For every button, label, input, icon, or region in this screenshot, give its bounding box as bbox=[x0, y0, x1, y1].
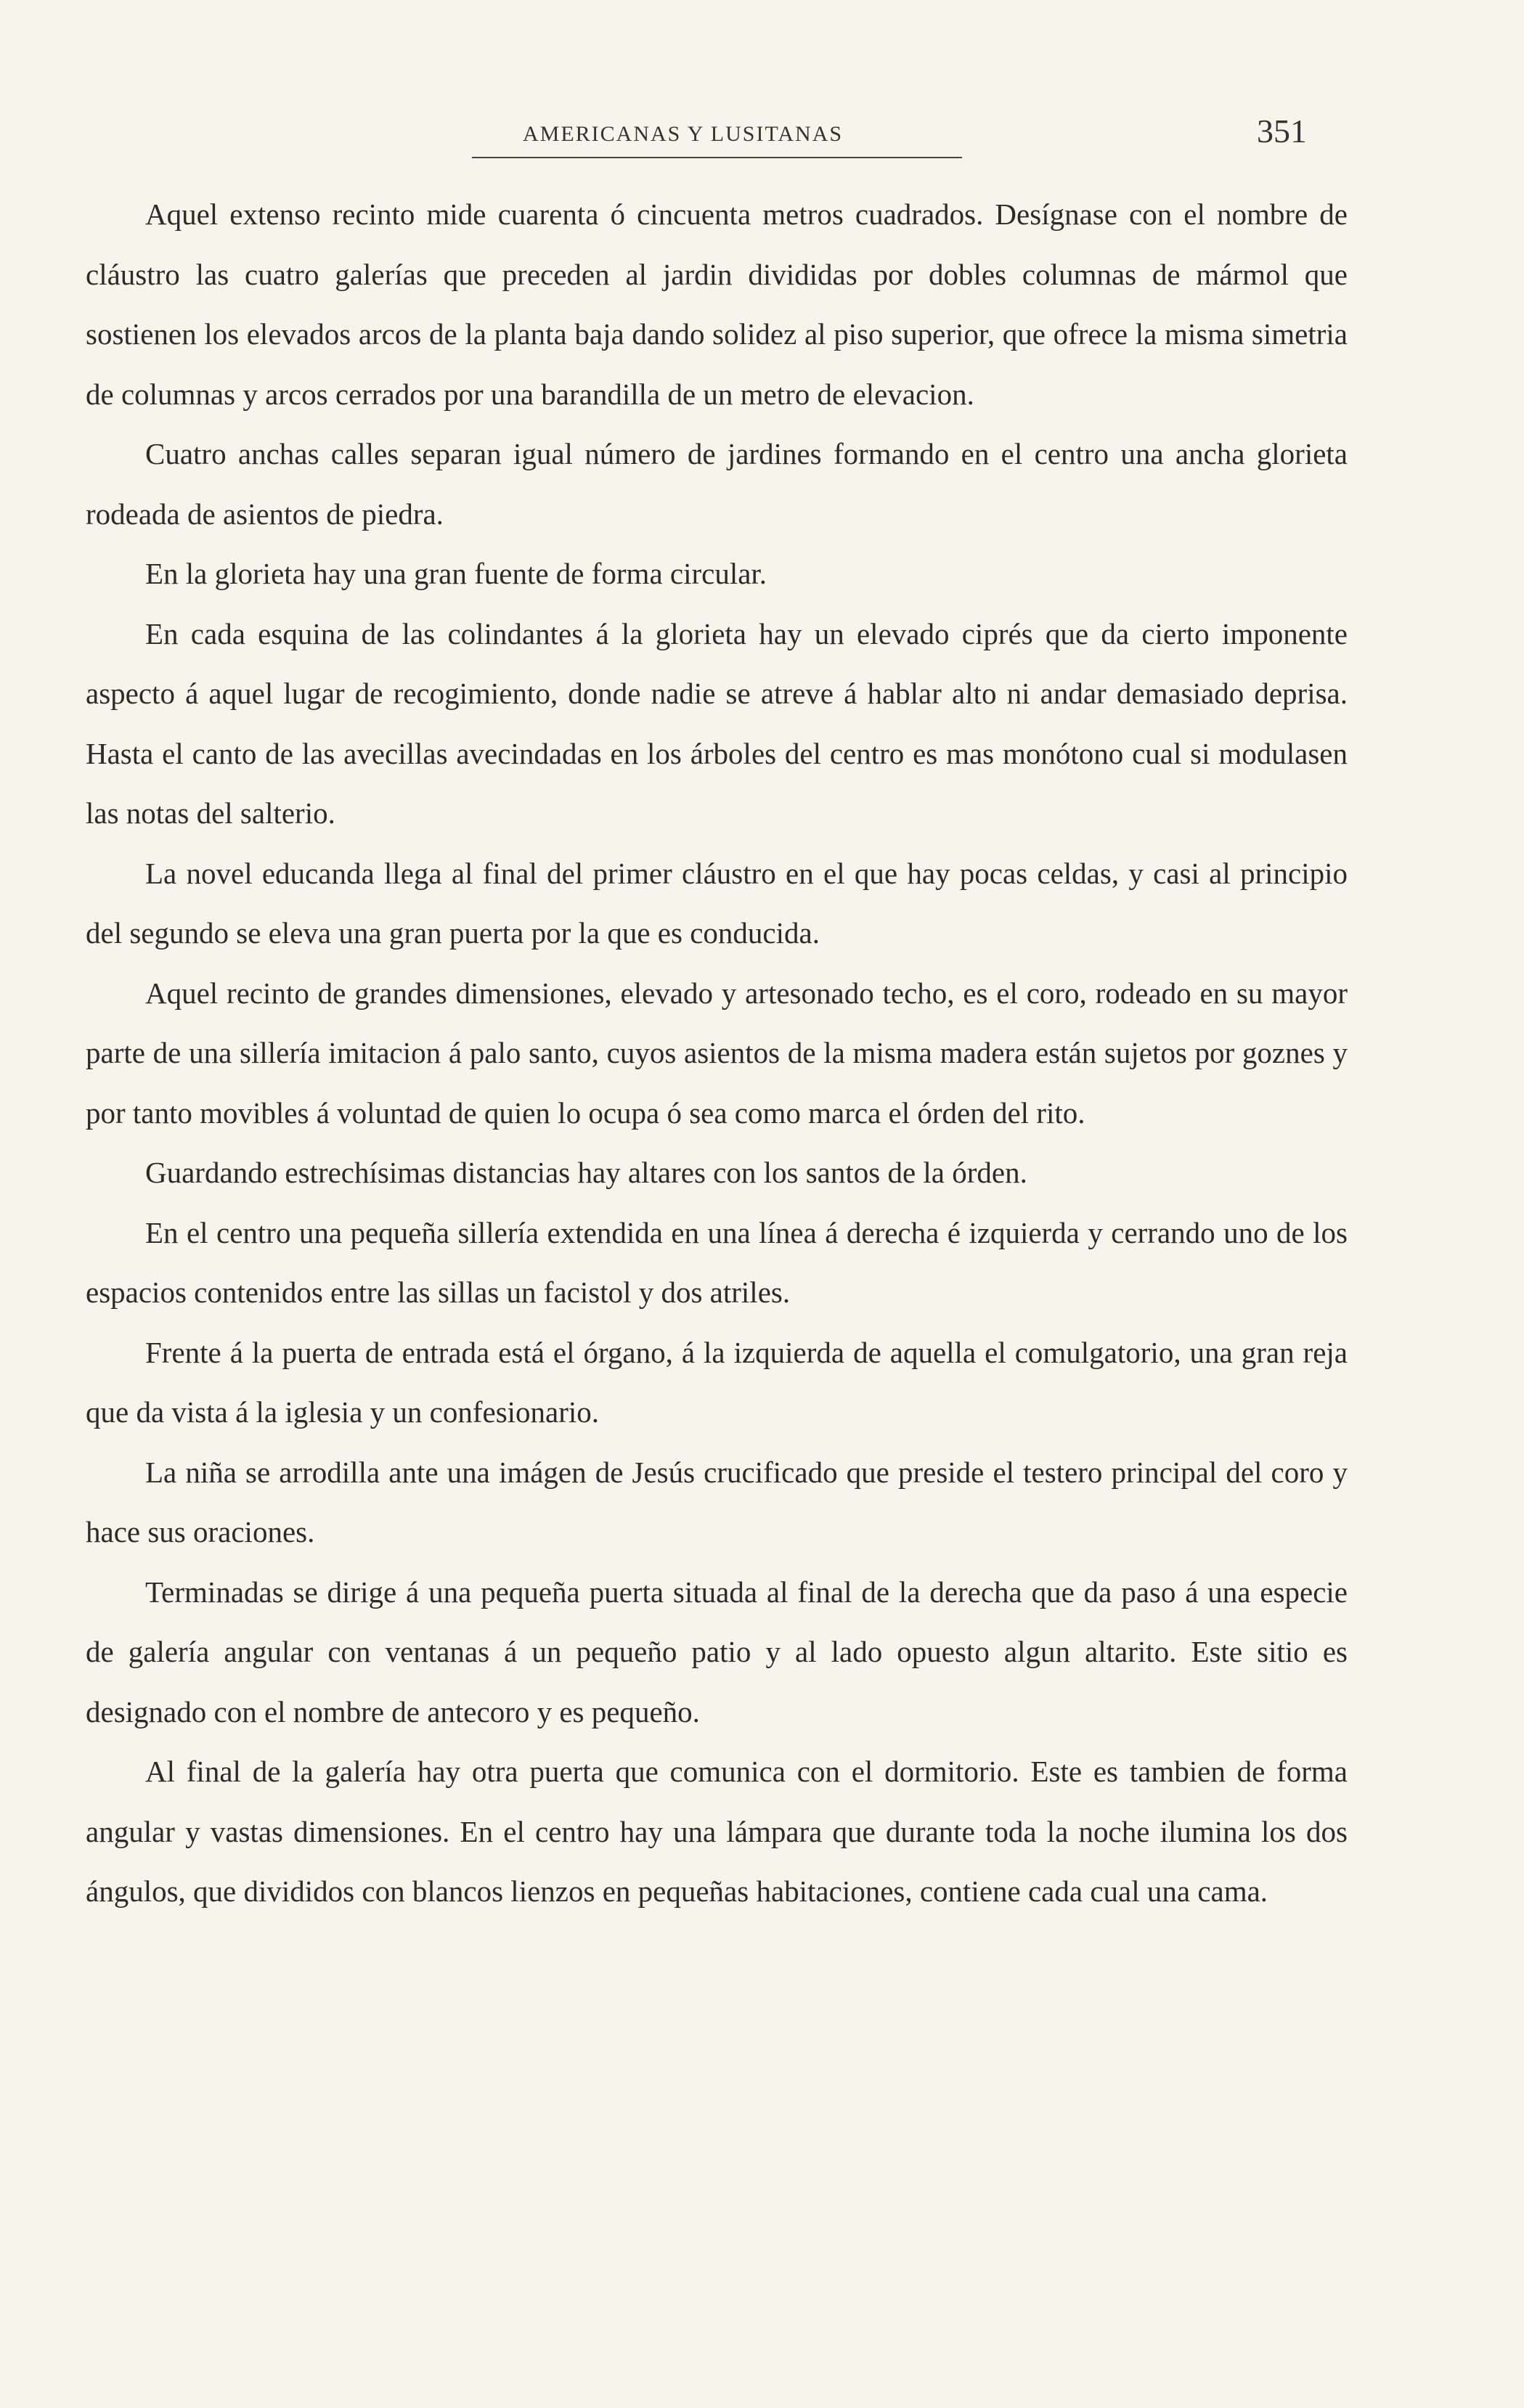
page-header bbox=[472, 107, 1307, 158]
paragraph: En cada esquina de las colindantes á la glorieta hay un elevado ciprés que da cierto imponente aspecto á aquel lugar de recogimiento, donde nadie se atreve á hablar alto ni andar demasiado deprisa. Hasta el canto de las avecillas avecindadas en los árboles del centro es mas monótono cual si modulasen las notas del salterio. bbox=[86, 616, 1348, 830]
paragraph: Aquel recinto de grandes dimensiones, elevado y artesonado techo, es el coro, rodeado en su mayor parte de una sillería imitacion á palo santo, cuyos asientos de la misma madera están sujetos por goznes y por tanto movibles á voluntad de quien lo ocupa ó sea como marca el órden del rito. bbox=[86, 976, 1348, 1130]
paragraph: Cuatro anchas calles separan igual número de jardines formando en el centro una ancha glorieta rodeada de asientos de piedra. bbox=[86, 437, 1348, 531]
paragraph: Terminadas se dirige á una pequeña puerta situada al final de la derecha que da paso á una especie de galería angular con ventanas á un pequeño patio y al lado opuesto algun altarito. Este sitio es designado con el nombre de antecoro y es pequeño. bbox=[86, 1575, 1348, 1729]
paragraph: La novel educanda llega al final del primer cláustro en el que hay pocas celdas, y casi al principio del segundo se eleva una gran puerta por la que es conducida. bbox=[86, 856, 1348, 950]
paragraph: Frente á la puerta de entrada está el órgano, á la izquierda de aquella el comulgatorio, una gran reja que da vista á la iglesia y un confesionario. bbox=[86, 1335, 1348, 1429]
paragraph: Aquel extenso recinto mide cuarenta ó cincuenta metros cuadrados. Desígnase con el nombre de cláustro las cuatro galerías que preceden al jardin divididas por dobles columnas de mármol que sostienen los elevados arcos de la planta baja dando solidez al piso superior, que ofrece la misma simetria de columnas y arcos cerrados por una barandilla de un metro de elevacion. bbox=[86, 197, 1348, 411]
paragraph: Al final de la galería hay otra puerta que comunica con el dormitorio. Este es tambien de forma angular y vastas dimensiones. En el centro hay una lámpara que durante toda la noche ilumina los dos ángulos, que divididos con blancos lienzos en pequeñas habitaciones, contiene cada cual una cama. bbox=[86, 1755, 1348, 1908]
paragraph: Guardando estrechísimas distancias hay altares con los santos de la órden. bbox=[145, 1156, 1027, 1189]
paragraph: En la glorieta hay una gran fuente de forma circular. bbox=[145, 557, 767, 590]
body-text bbox=[86, 184, 1348, 1922]
paragraph: En el centro una pequeña sillería extendida en una línea á derecha é izquierda y cerrando uno de los espacios contenidos entre las sillas un facistol y dos atriles. bbox=[86, 1215, 1348, 1309]
header-rule bbox=[472, 157, 962, 158]
paragraph: La niña se arrodilla ante una imágen de Jesús crucificado que preside el testero principal del coro y hace sus oraciones. bbox=[86, 1455, 1348, 1548]
page-number: 351 bbox=[1257, 113, 1307, 150]
running-head: AMERICANAS Y LUSITANAS bbox=[523, 122, 844, 146]
